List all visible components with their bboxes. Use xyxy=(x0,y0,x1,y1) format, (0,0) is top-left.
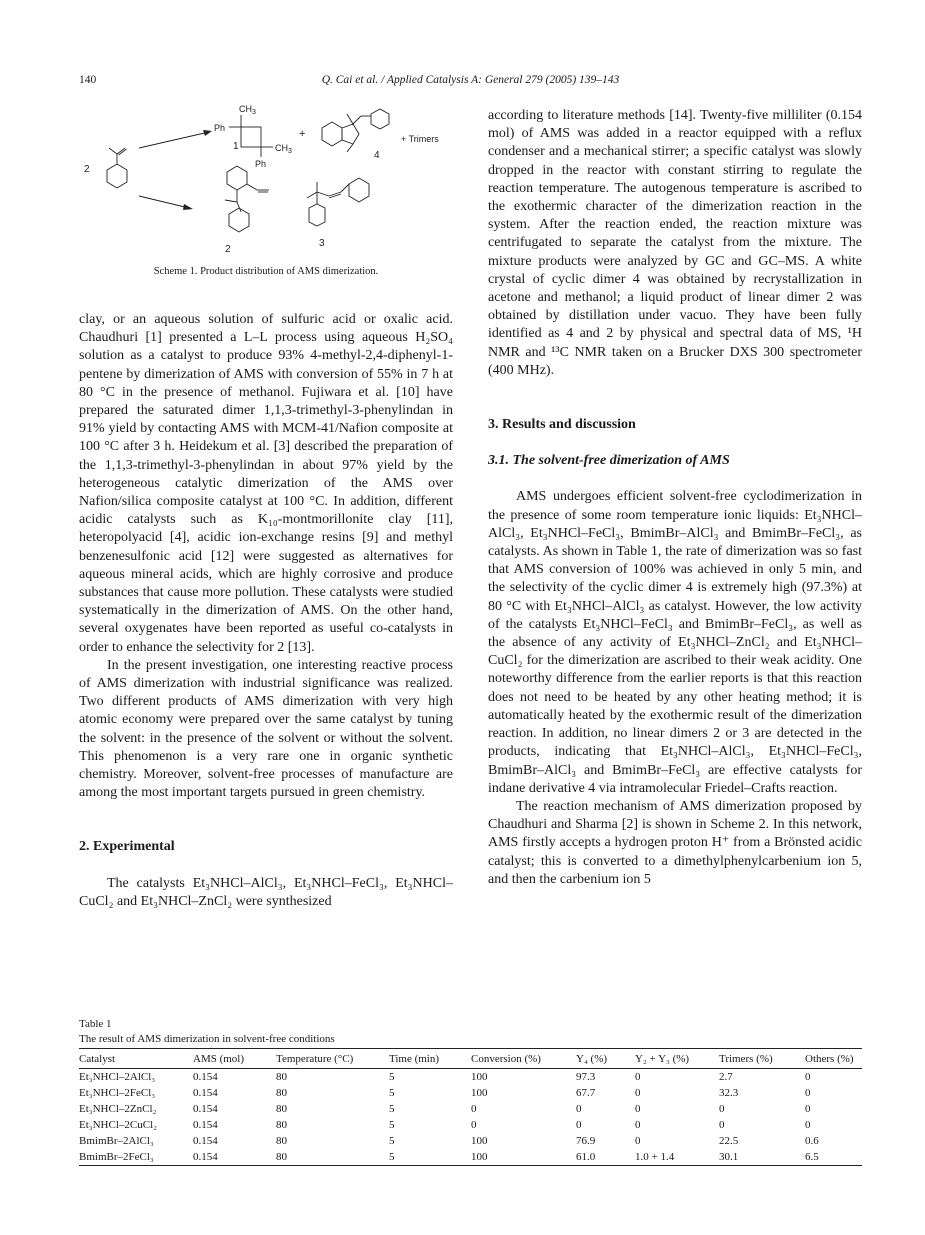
table-cell: 80 xyxy=(276,1087,287,1099)
table-cell: 5 xyxy=(389,1103,395,1115)
table-cell: 0.154 xyxy=(193,1103,218,1115)
table-cell: 5 xyxy=(389,1071,395,1083)
arrow-upper-head xyxy=(203,130,212,136)
column-header: AMS (mol) xyxy=(193,1049,276,1069)
table-cell: 0.154 xyxy=(193,1087,218,1099)
column-header: Others (%) xyxy=(805,1049,862,1069)
spacer xyxy=(488,470,862,488)
table-row xyxy=(79,1117,862,1133)
table-cell: Et₃NHCl–2CuCl₂ xyxy=(79,1119,157,1131)
arrow-lower-head xyxy=(183,204,193,210)
section-2-heading: 2. Experimental xyxy=(79,839,175,855)
ams-structure xyxy=(107,148,127,188)
table-cell: 0 xyxy=(635,1103,641,1115)
journal-reference: Q. Cai et al. / Applied Catalysis A: General 279 (2005) 139–143 xyxy=(321,74,620,86)
table-cell: 0 xyxy=(805,1119,811,1131)
compound-3-structure xyxy=(307,178,369,226)
table-cell: 2.7 xyxy=(719,1071,733,1083)
results-table xyxy=(79,1048,862,1166)
table-cell: 0.154 xyxy=(193,1119,218,1131)
column-header: Trimers (%) xyxy=(719,1049,805,1069)
spacer xyxy=(488,380,862,416)
plus-sign: + xyxy=(299,128,306,140)
ph-bottom-label: Ph xyxy=(255,159,267,169)
spacer xyxy=(488,434,862,452)
table-label: Table 1 xyxy=(79,1018,112,1030)
column-header: Catalyst xyxy=(79,1049,193,1069)
left-paragraph-1: clay, or an aqueous solution of sulfuric acid or oxalic acid. Chaudhuri [1] presented a L–L process using aqueous H₂SO₄ solution as a catalyst to produce 93% 4-methyl-2,4-diphenyl-1-pentene by dimerization of AMS with conversion of 55% in 7 h at 80 °C in the presence of methanol. Fujiwara et al. [10] have prepared the saturated dimer 1,1,3-trimethyl-3-phenylindan in 91% yield by contacting AMS with MCM-41/Nafion composite at 100 °C after 3 h. Heidekum et al. [3] described the preparation of the 1,1,3-trimethyl-3-phenylindan in about 97% yield by the heterogeneous catalytic dimerization of the AMS over Nafion/silica composite catalyst at 100 °C. In addition, different acidic catalysts such as K₁₀-montmorillonite clay [11], heteropolyacid [4], acidic ion-exchange resins [9] and methyl benzenesulfonic acid [12] were suggested as alternatives for aqueous mineral acids, which are highly corrosive and produce substances that cause more pollution. These catalysts were studied systematically in the dimerization of AMS. On the other hand, several oxygenates have been reported as useful co-catalysts in order to enhance the selectivity for 2 [13]. xyxy=(79,312,453,655)
table-cell: 0 xyxy=(805,1071,811,1083)
table-row xyxy=(79,1101,862,1117)
table-cell: 22.5 xyxy=(719,1135,739,1147)
table-cell: 80 xyxy=(276,1135,287,1147)
ch3-right-label: CH xyxy=(275,143,288,153)
table-cell: 0.154 xyxy=(193,1149,276,1166)
table-cell: 30.1 xyxy=(719,1149,805,1166)
table-cell: 80 xyxy=(276,1149,389,1166)
ch3-top-label: CH xyxy=(239,104,252,114)
compound-4-structure xyxy=(322,109,389,152)
table-cell: BmimBr–2AlCl₃ xyxy=(79,1135,154,1147)
ch3-right-subscript: 3 xyxy=(288,148,292,155)
table-cell: 5 xyxy=(389,1119,395,1131)
table-cell: 5 xyxy=(389,1149,471,1166)
table-cell: Et₃NHCl–2AlCl₃ xyxy=(79,1071,156,1083)
plus-trimers-label: + Trimers xyxy=(401,134,439,144)
arrow-lower xyxy=(139,196,189,208)
table-cell: 67.7 xyxy=(576,1087,596,1099)
table-cell: 100 xyxy=(471,1071,488,1083)
table-body xyxy=(79,1069,862,1166)
table-cell: 5 xyxy=(389,1135,395,1147)
table-cell: 97.3 xyxy=(576,1071,596,1083)
table-row xyxy=(79,1085,862,1101)
table-cell: 80 xyxy=(276,1103,287,1115)
table-cell: Et₃NHCl–2ZnCl₂ xyxy=(79,1103,157,1115)
table-cell: 0 xyxy=(719,1119,725,1131)
table-cell: 0 xyxy=(805,1103,811,1115)
page-number: 140 xyxy=(79,74,97,86)
compound-3-label: 3 xyxy=(319,238,325,249)
compound-4-label: 4 xyxy=(374,150,380,161)
table-cell: 80 xyxy=(276,1119,287,1131)
table-cell: 0 xyxy=(635,1087,641,1099)
scheme-caption: Scheme 1. Product distribution of AMS dimerization. xyxy=(153,266,379,277)
table-row xyxy=(79,1149,862,1166)
table-cell: 0.6 xyxy=(805,1135,819,1147)
table-cell: 0.154 xyxy=(193,1071,218,1083)
column-header: Y₄ (%) xyxy=(576,1049,635,1069)
right-paragraph-3: The reaction mechanism of AMS dimerization proposed by Chaudhuri and Sharma [2] is shown in Scheme 2. In this network, AMS firstly accepts a hydrogen proton H⁺ from a Brönsted acidic catalyst; this is converted to a dimethylphenylcarbenium ion 5, and then the carbenium ion 5 xyxy=(488,798,862,887)
table-cell: 0 xyxy=(635,1071,641,1083)
right-paragraph-1: according to literature methods [14]. Twenty-five milliliter (0.154 mol) of AMS was added in a reactor equipped with a reflux condenser and a mechanical stirrer; a specific catalyst was slowly dropped in the reactor with constant stirring to regulate the reaction temperature. The autogenous temperature is ascribed to the exothermic character of the dimerization reaction in the system. After the reaction ended, the reaction mixture was centrifugated to separate the catalyst from the mixture. The mixture products were analyzed by GC and GC–MS. A white crystal of cyclic dimer 4 was obtained by recrystallization in acetone and methanol; a liquid product of linear dimer 2 was obtained by distillation under vacuo. They have been fully identified as 4 and 2 by physical and spectral data of MS, ¹H NMR and ¹³C NMR taken on a Brucker DXS 300 spectrometer (400 MHz). xyxy=(488,108,862,378)
table-cell: 76.9 xyxy=(576,1135,596,1147)
left-column xyxy=(79,311,453,911)
table-cell: 0.154 xyxy=(193,1135,218,1147)
column-header: Conversion (%) xyxy=(471,1049,576,1069)
scheme-diagram xyxy=(79,100,453,270)
table-caption-block xyxy=(79,1017,335,1047)
spacer xyxy=(79,857,453,875)
left-paragraph-3: The catalysts Et₃NHCl–AlCl₃, Et₃NHCl–FeCl₃, Et₃NHCl–CuCl₂ and Et₃NHCl–ZnCl₂ were synthesized xyxy=(79,875,453,909)
table-cell: 80 xyxy=(276,1071,287,1083)
table-row xyxy=(79,1133,862,1149)
ch3-top-subscript: 3 xyxy=(252,109,256,116)
table-cell: 0 xyxy=(635,1119,641,1131)
table-cell: 100 xyxy=(471,1087,488,1099)
compound-2-start-label: 2 xyxy=(84,164,90,175)
table-cell: 32.3 xyxy=(719,1087,739,1099)
table-cell: 61.0 xyxy=(576,1149,635,1166)
table-cell: 1.0 + 1.4 xyxy=(635,1149,719,1166)
table-row xyxy=(79,1069,862,1086)
table-cell: 100 xyxy=(471,1135,488,1147)
table-cell: 0 xyxy=(471,1103,477,1115)
table-cell: Et₃NHCl–2FeCl₃ xyxy=(79,1087,156,1099)
left-paragraph-2: In the present investigation, one interesting reactive process of AMS dimerization with industrial significance was realized. Two different products of AMS dimerization with very high atomic economy were prepared over the same catalyst by tuning the solvent: in the presence of the solvent or without the solvent. This phenomenon is a very rare one in organic synthetic chemistry. Moreover, solvent-free processes of manufacture are among the most important targets pursued in green chemistry. xyxy=(79,657,453,801)
right-paragraph-2: AMS undergoes efficient solvent-free cyclodimerization in the presence of some room temperature ionic liquids: Et₃NHCl–AlCl₃, Et₃NHCl–FeCl₃, BmimBr–AlCl₃ and BmimBr–FeCl₃, as catalysts. As shown in Table 1, the rate of dimerization was so fast that AMS conversion of 100% was achieved in only 5 min, and the selectivity of the cyclic dimer 4 is extremely high (97.3%) at 80 °C with Et₃NHCl–AlCl₃ as catalyst. However, the low activity of the catalysts Et₃NHCl–FeCl₃ and BmimBr–FeCl₃, as well as the absence of any activity of Et₃NHCl–ZnCl₂ and Et₃NHCl–CuCl₂ for the dimerization are ascribed to their weak acidity. One noteworthy difference from the earlier reports is that this reaction does not need to be heated by any other heating method; it is automatically heated by the exothermic result of the dimerization reaction. In addition, no linear dimers 2 or 3 are detected in the products, indicating that Et₃NHCl–AlCl₃, Et₃NHCl–FeCl₃, BmimBr–AlCl₃ and BmimBr–FeCl₃ are effective catalysts for indane derivative 4 via intramolecular Friedel–Crafts reaction. xyxy=(488,489,862,796)
running-header xyxy=(79,74,862,90)
table-cell: 6.5 xyxy=(805,1149,862,1166)
table-cell: 0 xyxy=(471,1119,477,1131)
table-cell: 0 xyxy=(719,1103,725,1115)
table-cell: 0 xyxy=(576,1119,582,1131)
scheme-1-figure xyxy=(79,100,453,290)
arrow-upper xyxy=(139,132,209,148)
subsection-3-1-heading: 3.1. The solvent-free dimerization of AMS xyxy=(488,453,730,469)
table-cell: BmimBr–2FeCl₃ xyxy=(79,1149,193,1166)
right-column xyxy=(488,107,862,889)
table-header-row xyxy=(79,1049,862,1069)
section-3-heading: 3. Results and discussion xyxy=(488,417,636,433)
table-cell: 0 xyxy=(576,1103,582,1115)
compound-2-structure xyxy=(225,166,269,232)
column-header: Temperature (°C) xyxy=(276,1049,389,1069)
compound-1-label: 1 xyxy=(233,141,239,152)
table-cell: 0 xyxy=(635,1135,641,1147)
column-header: Y₂ + Y₃ (%) xyxy=(635,1049,719,1069)
column-header: Time (min) xyxy=(389,1049,471,1069)
table-cell: 5 xyxy=(389,1087,395,1099)
compound-2-bottom-label: 2 xyxy=(225,244,231,255)
ph-left-label: Ph xyxy=(214,123,226,133)
spacer xyxy=(79,802,453,838)
table-cell: 100 xyxy=(471,1149,576,1166)
table-caption: The result of AMS dimerization in solvent-free conditions xyxy=(79,1033,335,1045)
table-cell: 0 xyxy=(805,1087,811,1099)
